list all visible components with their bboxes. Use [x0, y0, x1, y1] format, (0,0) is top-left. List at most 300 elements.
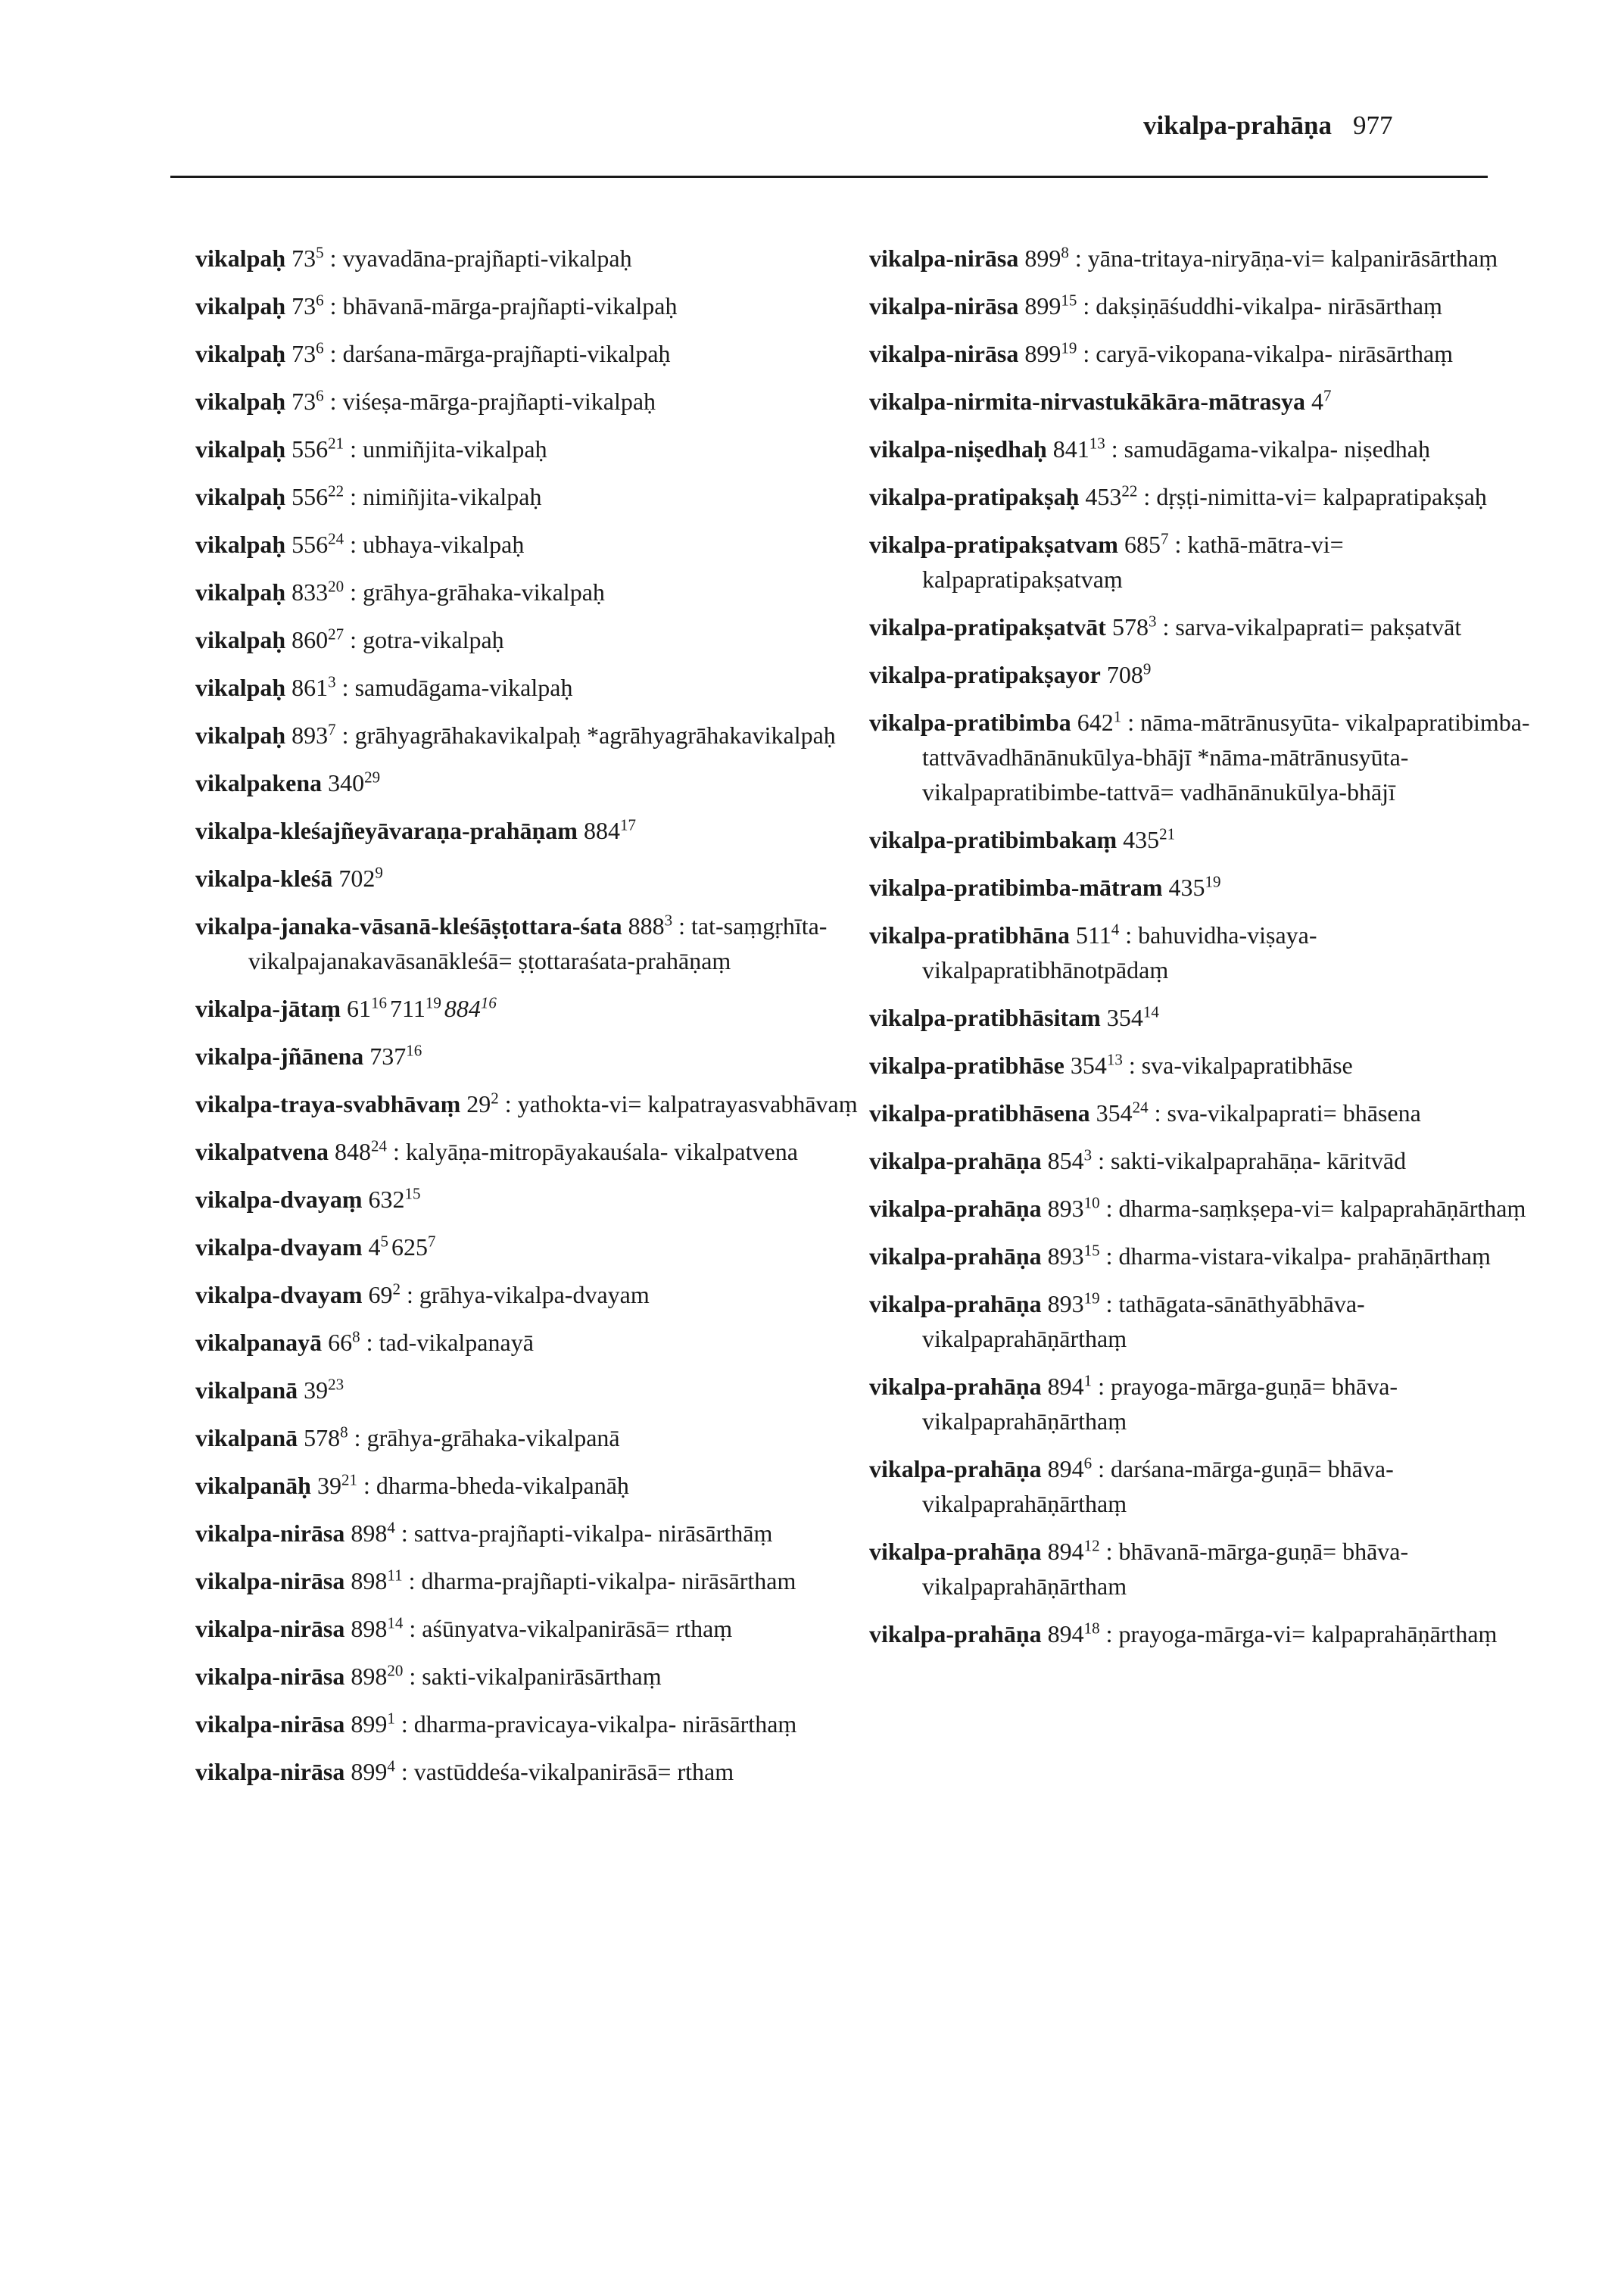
entry-headword: vikalpa-prahāṇa [869, 1242, 1042, 1270]
reference-page: 4 [368, 1233, 381, 1261]
entry-reference [1048, 1373, 1093, 1400]
entry-headword: vikalpa-traya-svabhāvaṃ [195, 1090, 461, 1117]
reference-page: 73 [291, 292, 316, 319]
reference-page: 73 [291, 340, 316, 367]
reference-page: 69 [368, 1281, 393, 1308]
reference-line: 12 [1083, 1536, 1100, 1555]
reference-line: 19 [1061, 338, 1077, 357]
entry-headword: vikalpa-pratibimba-mātram [869, 874, 1163, 901]
entry-reference [338, 865, 383, 892]
index-entry [195, 861, 862, 896]
reference-page: 854 [1047, 1147, 1084, 1174]
entry-headword: vikalpaḥ [195, 626, 286, 653]
reference-page: 354 [1070, 1052, 1107, 1079]
reference-page: 453 [1085, 483, 1122, 510]
entry-headword: vikalpa-nirāsa [869, 340, 1019, 367]
reference-page: 702 [338, 865, 376, 892]
reference-line: 14 [387, 1613, 404, 1632]
entry-gloss: : sva-vikalpapratibhāse [1128, 1052, 1353, 1079]
entry-headword: vikalpa-nirāsa [195, 1567, 345, 1594]
entry-reference [1123, 826, 1175, 853]
reference-page: 39 [316, 1472, 341, 1499]
index-entry [195, 813, 862, 848]
reference-line: 2 [491, 1089, 499, 1108]
entry-headword: vikalpaḥ [195, 292, 286, 319]
index-entry [869, 1369, 1535, 1438]
entry-reference [584, 817, 636, 844]
entry-reference [291, 388, 324, 415]
reference-line: 9 [375, 863, 383, 882]
reference-page: 435 [1123, 826, 1160, 853]
entry-gloss: : caryā-vikopana-vikalpa- nirāsārthaṃ [1083, 340, 1454, 367]
reference-line: 16 [406, 1041, 422, 1060]
entry-headword: vikalpa-dvayam [195, 1233, 363, 1261]
entry-headword: vikalpa-prahāṇa [869, 1373, 1042, 1400]
reference-line: 20 [387, 1661, 404, 1680]
entry-headword: vikalpaḥ [195, 245, 286, 272]
entry-reference [317, 1472, 357, 1499]
index-entry [195, 1086, 862, 1121]
reference-page: 833 [291, 578, 329, 606]
reference-line: 3 [1148, 612, 1157, 631]
entry-gloss: : nāma-mātrānusyūta- vikalpapratibimba-tattvāvadhānānukūlya-bhājī *nāma-mātrānusyūta-vikalpapratibimbe-tattvā= vadhānānukūlya-bhājī [922, 709, 1530, 806]
entry-reference [1024, 245, 1069, 272]
entry-gloss: : yathokta-vi= kalpatrayasvabhāvaṃ [504, 1090, 858, 1117]
reference-page: 893 [1047, 1195, 1084, 1222]
reference-line: 10 [1083, 1193, 1100, 1212]
entry-headword: vikalpaḥ [195, 388, 286, 415]
index-entry [195, 1325, 862, 1360]
index-entry [195, 670, 862, 705]
reference-line: 24 [371, 1136, 388, 1155]
index-entry [869, 1048, 1535, 1083]
entry-gloss: : vastūddeśa-vikalpanirāsā= rtham [401, 1758, 734, 1785]
reference-line: 6 [316, 386, 324, 405]
reference-page: 556 [291, 435, 329, 463]
entry-headword: vikalpaḥ [195, 722, 286, 749]
index-entry [195, 1277, 862, 1312]
index-entry [195, 1039, 862, 1074]
index-entry [869, 1286, 1535, 1356]
entry-gloss: : yāna-tritaya-niryāṇa-vi= kalpanirāsārthaṃ [1074, 245, 1498, 272]
reference-line: 5 [380, 1232, 388, 1251]
reference-line: 14 [1142, 1002, 1159, 1021]
index-entry [869, 1534, 1535, 1604]
entry-gloss: : viśeṣa-mārga-prajñapti-vikalpaḥ [329, 388, 656, 415]
entry-headword: vikalpa-prahāṇa [869, 1538, 1042, 1565]
entry-reference [1107, 1004, 1159, 1031]
entry-headword: vikalpaḥ [195, 578, 286, 606]
entry-reference [1077, 709, 1122, 736]
reference-page: 860 [291, 626, 329, 653]
reference-line: 7 [1160, 529, 1169, 548]
entry-headword: vikalpanayā [195, 1329, 323, 1356]
entry-headword: vikalpa-janaka-vāsanā-kleśāṣṭottara-śata [195, 912, 622, 940]
entry-gloss: : dharma-prajñapti-vikalpa- nirāsārtham [408, 1567, 796, 1594]
entry-headword: vikalpa-prahāṇa [869, 1620, 1042, 1647]
reference-page: 685 [1124, 531, 1161, 558]
entry-gloss: : tad-vikalpanayā [366, 1329, 534, 1356]
index-entry [195, 1563, 862, 1598]
entry-reference [1048, 1147, 1093, 1174]
reference-page: 899 [1024, 245, 1061, 272]
entry-headword: vikalpa-nirāsa [195, 1663, 345, 1690]
reference-line: 15 [404, 1184, 421, 1203]
entry-gloss: : ubhaya-vikalpaḥ [350, 531, 525, 558]
reference-line: 5 [316, 243, 324, 262]
reference-page: 340 [328, 769, 365, 796]
reference-line: 6 [1083, 1454, 1093, 1473]
reference-line: 1 [1083, 1371, 1093, 1390]
entry-gloss: : darśana-mārga-prajñapti-vikalpaḥ [329, 340, 671, 367]
right-column [869, 241, 1535, 1664]
entry-reference [291, 674, 336, 701]
reference-line: 7 [328, 720, 336, 739]
entry-reference [1169, 874, 1221, 901]
reference-line: 19 [425, 993, 441, 1012]
reference-page: 737 [369, 1043, 407, 1070]
entry-headword: vikalpa-prahāṇa [869, 1147, 1042, 1174]
reference-page: 632 [368, 1186, 405, 1213]
entry-reference [1024, 340, 1077, 367]
reference-line: 24 [1132, 1098, 1149, 1117]
reference-page: 898 [351, 1519, 388, 1547]
reference-page: 884 [444, 995, 481, 1022]
entry-headword: vikalpa-prahāṇa [869, 1455, 1042, 1482]
reference-line: 4 [387, 1756, 395, 1775]
entry-gloss: : sarva-vikalpaprati= pakṣatvāt [1162, 613, 1462, 641]
entry-gloss: : bhāvanā-mārga-prajñapti-vikalpaḥ [329, 292, 678, 319]
entry-headword: vikalpa-prahāṇa [869, 1290, 1042, 1317]
reference-line: 13 [1089, 434, 1105, 453]
entry-gloss: : sakti-vikalpaprahāṇa- kāritvād [1098, 1147, 1407, 1174]
entry-headword: vikalpaḥ [195, 483, 286, 510]
entry-headword: vikalpa-jñānena [195, 1043, 364, 1070]
index-entry [869, 1143, 1535, 1178]
reference-page: 73 [291, 388, 316, 415]
reference-line: 4 [387, 1518, 395, 1537]
entry-reference [1311, 388, 1332, 415]
entry-gloss: : dharma-bheda-vikalpanāḥ [363, 1472, 629, 1499]
entry-reference [291, 722, 336, 749]
entry-reference [390, 995, 441, 1022]
entry-reference [628, 912, 673, 940]
entry-headword: vikalpaḥ [195, 340, 286, 367]
index-entry [195, 1182, 862, 1217]
entry-reference [1024, 292, 1077, 319]
index-entry [195, 991, 862, 1026]
entry-reference [291, 435, 344, 463]
entry-gloss: : samudāgama-vikalpaḥ [341, 674, 573, 701]
reference-line: 27 [328, 625, 344, 644]
reference-line: 20 [328, 577, 344, 596]
entry-headword: vikalpa-pratibimbakaṃ [869, 826, 1117, 853]
entry-headword: vikalpanāḥ [195, 1472, 311, 1499]
entry-headword: vikalpa-nirāsa [869, 292, 1019, 319]
index-entry [195, 1420, 862, 1455]
entry-headword: vikalpa-nirāsa [195, 1758, 345, 1785]
entry-reference [328, 769, 380, 796]
index-entry [195, 765, 862, 800]
reference-page: 894 [1047, 1373, 1084, 1400]
index-entry [195, 1516, 862, 1551]
reference-line: 6 [316, 338, 324, 357]
entry-headword: vikalpanā [195, 1376, 298, 1404]
reference-page: 893 [1047, 1242, 1084, 1270]
entry-gloss: : prayoga-mārga-vi= kalpaprahāṇārthaṃ [1105, 1620, 1498, 1647]
reference-page: 66 [328, 1329, 353, 1356]
entry-reference [291, 340, 324, 367]
entry-reference [1053, 435, 1105, 463]
index-entry [195, 575, 862, 609]
reference-line: 6 [316, 291, 324, 310]
header-title: vikalpa-prahāṇa [1143, 111, 1332, 140]
entry-gloss: : aśūnyatva-vikalpanirāsā= rthaṃ [409, 1615, 733, 1642]
entry-reference [1107, 661, 1152, 688]
reference-line: 15 [1061, 291, 1077, 310]
reference-line: 19 [1083, 1289, 1100, 1308]
entry-gloss: : sva-vikalpaprati= bhāsena [1154, 1099, 1421, 1127]
entry-headword: vikalpa-pratibhāsena [869, 1099, 1090, 1127]
entry-headword: vikalpakena [195, 769, 323, 796]
entry-headword: vikalpa-pratipakṣayor [869, 661, 1101, 688]
entry-gloss: : kathā-mātra-vi= kalpapratipakṣatvaṃ [922, 531, 1344, 593]
entry-reference [351, 1663, 403, 1690]
reference-page: 708 [1106, 661, 1143, 688]
left-column [195, 241, 862, 1802]
entry-reference [304, 1376, 344, 1404]
entry-headword: vikalpa-nirāsa [195, 1710, 345, 1738]
entry-reference [351, 1615, 403, 1642]
index-entry [195, 1134, 862, 1169]
reference-line: 22 [1121, 482, 1138, 500]
entry-reference [466, 1090, 499, 1117]
index-entry [195, 336, 862, 371]
reference-line: 18 [1083, 1619, 1100, 1638]
reference-line: 21 [328, 434, 344, 453]
entry-headword: vikalpaḥ [195, 674, 286, 701]
entry-gloss: : grāhya-grāhaka-vikalpaḥ [350, 578, 605, 606]
index-entry [869, 705, 1535, 809]
header-rule [170, 176, 1488, 178]
entry-reference [351, 1519, 395, 1547]
index-entry [869, 384, 1535, 419]
entry-reference [1048, 1242, 1100, 1270]
index-entry [195, 1754, 862, 1789]
entry-reference [351, 1758, 395, 1785]
index-entry [869, 657, 1535, 692]
index-entry [195, 718, 862, 753]
page-number: 977 [1352, 111, 1393, 140]
index-entry [195, 432, 862, 466]
entry-gloss: : dakṣiṇāśuddhi-vikalpa- nirāsārthaṃ [1083, 292, 1442, 319]
entry-gloss: : unmiñjita-vikalpaḥ [350, 435, 547, 463]
reference-line: 16 [371, 993, 387, 1012]
entry-headword: vikalpa-pratibhāse [869, 1052, 1064, 1079]
reference-line: 2 [392, 1279, 401, 1298]
reference-line: 21 [341, 1470, 357, 1489]
index-entry [869, 288, 1535, 323]
reference-line: 7 [1323, 386, 1332, 405]
entry-gloss: : nimiñjita-vikalpaḥ [350, 483, 542, 510]
entry-headword: vikalpa-pratipakṣatvāt [869, 613, 1106, 641]
index-entry [869, 336, 1535, 371]
index-entry [869, 432, 1535, 466]
reference-page: 894 [1047, 1455, 1084, 1482]
reference-page: 39 [304, 1376, 329, 1404]
index-entry [869, 822, 1535, 857]
entry-reference [369, 1043, 422, 1070]
entry-reference [291, 292, 324, 319]
entry-gloss: : vyavadāna-prajñapti-vikalpaḥ [329, 245, 632, 272]
entry-reference [291, 245, 324, 272]
index-entry [869, 1616, 1535, 1651]
entry-reference [368, 1233, 388, 1261]
index-entry [195, 909, 862, 978]
reference-line: 8 [340, 1423, 348, 1442]
index-entry [195, 384, 862, 419]
entry-headword: vikalpanā [195, 1424, 298, 1451]
reference-line: 16 [480, 993, 497, 1012]
entry-reference [368, 1281, 401, 1308]
entry-gloss: : tathāgata-sānāthyābhāva- vikalpaprahāṇārthaṃ [922, 1290, 1365, 1352]
index-entry [195, 527, 862, 562]
entry-headword: vikalpatvena [195, 1138, 329, 1165]
index-entry [195, 288, 862, 323]
entry-reference [351, 1710, 395, 1738]
reference-line: 9 [1142, 659, 1152, 678]
reference-line: 4 [1111, 920, 1120, 939]
entry-gloss: : tat-saṃgṛhīta-vikalpajanakavāsanākleśā= ṣṭottaraśata-prahāṇaṃ [248, 912, 828, 974]
reference-line: 7 [427, 1232, 436, 1251]
index-entry [195, 1706, 862, 1741]
entry-headword: vikalpa-nirmita-nirvastukākāra-mātrasya [869, 388, 1305, 415]
reference-page: 893 [1047, 1290, 1084, 1317]
entry-headword: vikalpa-nirāsa [195, 1615, 345, 1642]
entry-gloss: : bhāvanā-mārga-guṇā= bhāva-vikalpaprahāṇārtham [922, 1538, 1409, 1600]
reference-page: 556 [291, 483, 329, 510]
reference-line: 8 [1061, 243, 1069, 262]
reference-page: 899 [351, 1710, 388, 1738]
entry-headword: vikalpa-dvayaṃ [195, 1186, 363, 1213]
index-entry [869, 1096, 1535, 1130]
reference-line: 3 [328, 672, 336, 691]
index-entry [869, 479, 1535, 514]
reference-page: 898 [351, 1663, 388, 1690]
reference-page: 556 [291, 531, 329, 558]
entry-headword: vikalpa-pratibhāna [869, 921, 1070, 949]
entry-headword: vikalpa-pratipakṣatvam [869, 531, 1118, 558]
reference-line: 8 [352, 1327, 360, 1346]
entry-gloss: : grāhya-vikalpa-dvayam [406, 1281, 650, 1308]
entry-reference [1071, 1052, 1123, 1079]
reference-page: 898 [351, 1615, 388, 1642]
entry-gloss: : dharma-pravicaya-vikalpa- nirāsārthaṃ [401, 1710, 797, 1738]
entry-reference [1096, 1099, 1149, 1127]
entry-reference [368, 1186, 420, 1213]
entry-headword: vikalpa-prahāṇa [869, 1195, 1042, 1222]
entry-reference [291, 483, 344, 510]
reference-line: 17 [619, 815, 636, 834]
index-entry [195, 1659, 862, 1694]
entry-headword: vikalpa-nirāsa [195, 1519, 345, 1547]
reference-page: 711 [390, 995, 425, 1022]
entry-gloss: : dṛṣṭi-nimitta-vi= kalpapratipakṣaḥ [1143, 483, 1487, 510]
reference-page: 61 [347, 995, 371, 1022]
reference-line: 1 [387, 1709, 395, 1728]
index-entry [869, 1451, 1535, 1521]
index-entry [195, 1611, 862, 1646]
reference-line: 3 [664, 911, 673, 930]
entry-gloss: : sakti-vikalpanirāsārthaṃ [409, 1663, 662, 1690]
index-entry [869, 870, 1535, 905]
entry-gloss: : dharma-vistara-vikalpa- prahāṇārthaṃ [1105, 1242, 1491, 1270]
reference-page: 888 [628, 912, 665, 940]
entry-reference [1048, 1620, 1100, 1647]
reference-page: 848 [335, 1138, 372, 1165]
index-entry [869, 241, 1535, 276]
reference-page: 899 [1024, 340, 1061, 367]
reference-page: 893 [291, 722, 329, 749]
reference-page: 511 [1075, 921, 1111, 949]
entry-gloss: : prayoga-mārga-guṇā= bhāva-vikalpaprahāṇārthaṃ [922, 1373, 1398, 1435]
reference-line: 29 [364, 768, 381, 787]
reference-line: 1 [1113, 707, 1122, 726]
entry-reference [391, 1233, 436, 1261]
index-entry [195, 1468, 862, 1503]
reference-page: 861 [291, 674, 329, 701]
entry-reference [1124, 531, 1169, 558]
index-entry [195, 1373, 862, 1407]
entry-reference [291, 531, 344, 558]
reference-line: 15 [1083, 1241, 1100, 1260]
entry-headword: vikalpa-niṣedhaḥ [869, 435, 1047, 463]
entry-gloss: : grāhyagrāhakavikalpaḥ *agrāhyagrāhakavikalpaḥ [341, 722, 836, 749]
reference-page: 625 [391, 1233, 428, 1261]
entry-headword: vikalpa-nirāsa [869, 245, 1019, 272]
entry-headword: vikalpa-dvayam [195, 1281, 363, 1308]
entry-reference [304, 1424, 348, 1451]
entry-headword: vikalpaḥ [195, 531, 286, 558]
reference-line: 22 [328, 482, 344, 500]
entry-gloss: : bahuvidha-viṣaya- vikalpapratibhānotpādaṃ [922, 921, 1317, 983]
reference-page: 894 [1047, 1620, 1084, 1647]
entry-reference [335, 1138, 387, 1165]
reference-page: 841 [1052, 435, 1089, 463]
index-entry [195, 1230, 862, 1264]
entry-reference [291, 578, 344, 606]
reference-line: 24 [328, 529, 344, 548]
running-header [1143, 111, 1392, 141]
index-entry [195, 241, 862, 276]
reference-page: 29 [466, 1090, 491, 1117]
entry-gloss: : kalyāṇa-mitropāyakauśala- vikalpatvena [393, 1138, 798, 1165]
entry-headword: vikalpa-jātaṃ [195, 995, 341, 1022]
reference-page: 642 [1077, 709, 1114, 736]
index-entry [869, 1191, 1535, 1226]
reference-line: 13 [1106, 1050, 1123, 1069]
entry-headword: vikalpa-pratipakṣaḥ [869, 483, 1080, 510]
entry-reference [1112, 613, 1157, 641]
reference-page: 354 [1106, 1004, 1143, 1031]
reference-page: 4 [1311, 388, 1323, 415]
entry-reference [1048, 1538, 1100, 1565]
reference-page: 578 [304, 1424, 341, 1451]
reference-line: 11 [387, 1566, 403, 1585]
index-entry [195, 479, 862, 514]
index-entry [869, 609, 1535, 644]
entry-reference [1048, 1455, 1093, 1482]
